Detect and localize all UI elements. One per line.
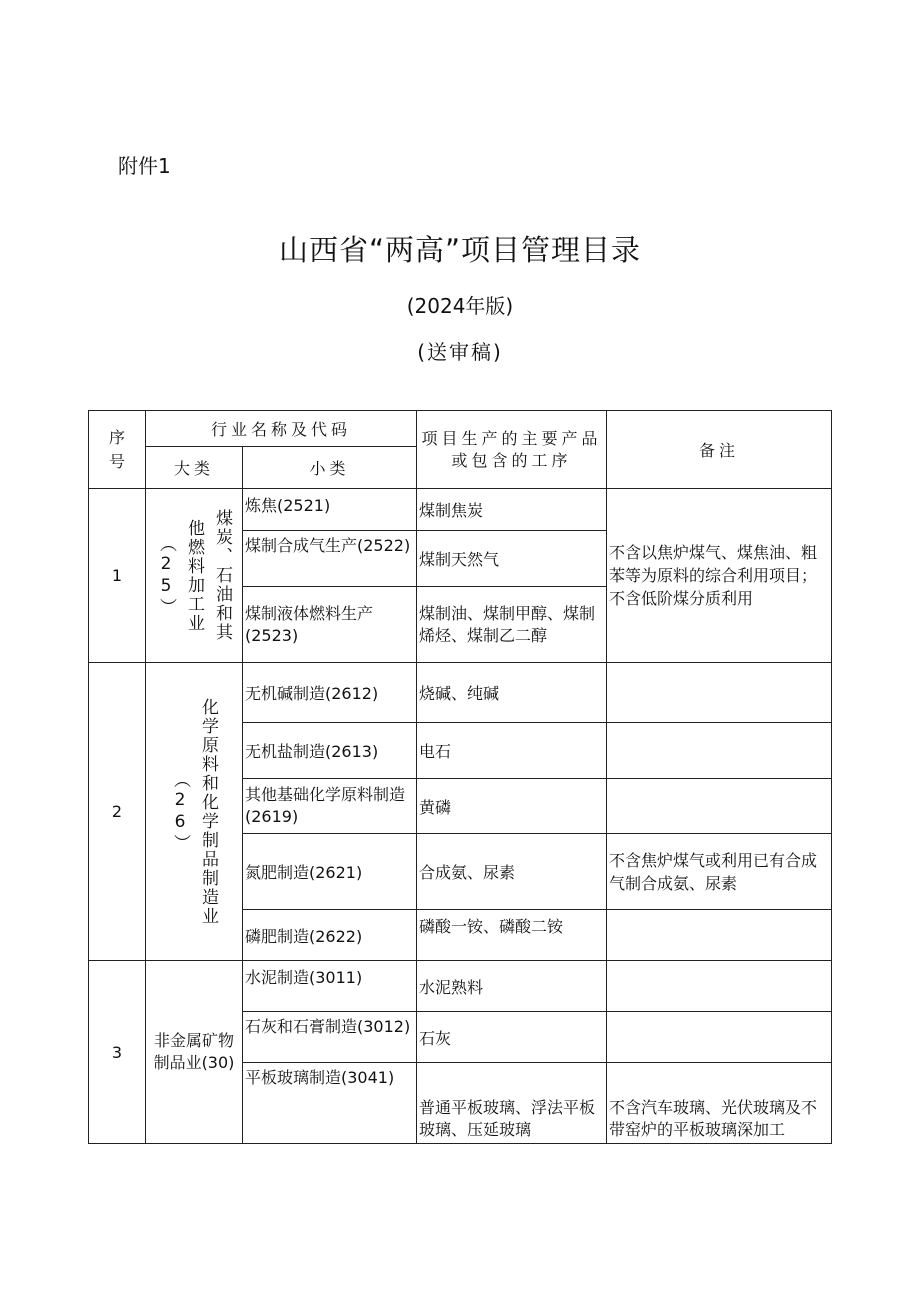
remark-cell — [607, 1012, 832, 1063]
product-cell: 石灰 — [417, 1012, 607, 1063]
table-row — [89, 663, 832, 723]
table-row — [89, 961, 832, 1012]
product-cell: 电石 — [417, 723, 607, 779]
minor-cell: 水泥制造(3011) — [243, 961, 417, 1012]
minor-cell: 其他基础化学原料制造(2619) — [243, 779, 417, 834]
remark-cell — [607, 723, 832, 779]
header-products: 项目生产的主要产品或包含的工序 — [417, 411, 607, 489]
major-cell: 煤炭、石油和其他燃料加工业（25） — [146, 489, 243, 663]
product-cell: 煤制油、煤制甲醇、煤制烯烃、煤制乙二醇 — [417, 587, 607, 663]
draft-label: (送审稿) — [417, 340, 503, 364]
minor-cell: 磷肥制造(2622) — [243, 910, 417, 961]
product-cell: 磷酸一铵、磷酸二铵 — [417, 910, 607, 961]
remark-cell: 不含焦炉煤气或利用已有合成气制合成氨、尿素 — [607, 834, 832, 910]
header-seq: 序号 — [89, 411, 146, 489]
minor-cell: 石灰和石膏制造(3012) — [243, 1012, 417, 1063]
remark-cell — [607, 779, 832, 834]
seq-cell: 2 — [89, 663, 146, 961]
header-minor: 小类 — [243, 447, 417, 489]
product-cell: 黄磷 — [417, 779, 607, 834]
header-major: 大类 — [146, 447, 243, 489]
major-cell: 非金属矿物制品业(30) — [146, 961, 243, 1144]
product-cell: 煤制天然气 — [417, 531, 607, 587]
directory-table — [88, 410, 832, 1144]
remark-cell: 不含以焦炉煤气、煤焦油、粗苯等为原料的综合利用项目；不含低阶煤分质利用 — [607, 489, 832, 663]
remark-cell — [607, 961, 832, 1012]
seq-cell: 3 — [89, 961, 146, 1144]
product-cell: 普通平板玻璃、浮法平板玻璃、压延玻璃 — [417, 1063, 607, 1144]
attachment-label: 附件1 — [118, 154, 171, 178]
minor-cell: 无机碱制造(2612) — [243, 663, 417, 723]
seq-cell: 1 — [89, 489, 146, 663]
minor-cell: 氮肥制造(2621) — [243, 834, 417, 910]
product-cell: 合成氨、尿素 — [417, 834, 607, 910]
remark-cell — [607, 663, 832, 723]
edition-label: (2024年版) — [406, 294, 514, 318]
product-cell: 烧碱、纯碱 — [417, 663, 607, 723]
table-row — [89, 489, 832, 531]
remark-cell: 不含汽车玻璃、光伏玻璃及不带窑炉的平板玻璃深加工 — [607, 1063, 832, 1144]
minor-cell: 炼焦(2521) — [243, 489, 417, 531]
minor-cell: 煤制液体燃料生产(2523) — [243, 587, 417, 663]
minor-cell: 平板玻璃制造(3041) — [243, 1063, 417, 1144]
minor-cell: 无机盐制造(2613) — [243, 723, 417, 779]
remark-cell — [607, 910, 832, 961]
product-cell: 水泥熟料 — [417, 961, 607, 1012]
document-title: 山西省“两高”项目管理目录 — [278, 233, 642, 267]
header-industry: 行业名称及代码 — [146, 411, 417, 447]
minor-cell: 煤制合成气生产(2522) — [243, 531, 417, 587]
major-cell: 化学原料和化学制品制造业（26） — [146, 663, 243, 961]
product-cell: 煤制焦炭 — [417, 489, 607, 531]
header-remark: 备注 — [607, 411, 832, 489]
